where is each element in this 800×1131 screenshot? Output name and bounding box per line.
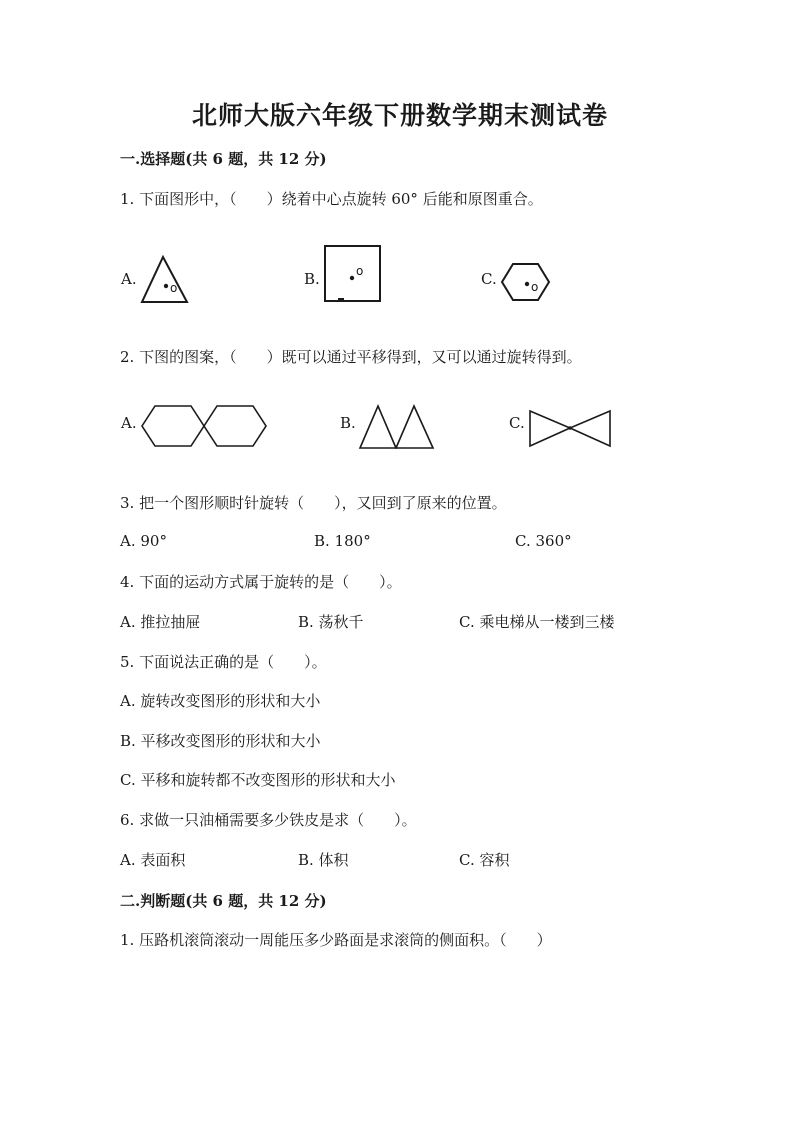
q1-option-a-label[interactable]: A. [121,270,137,288]
triangle-shape [142,257,187,302]
q1-hexagon-figure [500,262,554,304]
q2-option-c-label[interactable]: C. [509,414,525,432]
q1-square-figure [322,244,384,304]
q6-option-a[interactable]: A. 表面积 [120,851,186,869]
q1-option-b-label[interactable]: B. [304,270,320,288]
q5-option-c[interactable]: C. 平移和旋转都不改变图形的形状和大小 [120,771,396,789]
center-dot [164,284,168,288]
question-5-text: 5. 下面说法正确的是（ ）。 [120,653,327,671]
question-3-text: 3. 把一个图形顺时针旋转（ ），又回到了原来的位置。 [120,494,507,512]
section-heading-choice: 一.选择题(共 6 题，共 12 分) [120,150,327,168]
q3-option-b[interactable]: B. 180° [314,532,371,550]
question-6-text: 6. 求做一只油桶需要多少铁皮是求（ ）。 [120,811,417,829]
q1-b-mark: o [356,264,364,278]
center-dot [568,426,572,430]
question-4-text: 4. 下面的运动方式属于旋转的是（ ）。 [120,573,402,591]
judgement-question-1-text: 1. 压路机滚筒滚动一周能压多少路面是求滚筒的侧面积。（ ） [120,931,552,949]
q3-option-c[interactable]: C. 360° [515,532,572,550]
q4-option-b[interactable]: B. 荡秋千 [298,613,364,631]
triangle-left [360,406,396,448]
q4-option-a[interactable]: A. 推拉抽屉 [120,613,201,631]
q6-option-b[interactable]: B. 体积 [298,851,349,869]
section-heading-judgement: 二.判断题(共 6 题，共 12 分) [120,892,327,910]
q1-c-mark: o [531,280,539,294]
bowtie-left [530,411,570,446]
q1-triangle-figure [140,255,216,307]
bowtie-right [570,411,610,446]
q2-option-b-label[interactable]: B. [340,414,356,432]
q4-option-c[interactable]: C. 乘电梯从一楼到三楼 [459,613,615,631]
hexagon-shape [502,264,549,300]
question-1-text: 1. 下面图形中，（ ）绕着中心点旋转 60° 后能和原图重合。 [120,190,543,208]
q3-option-a[interactable]: A. 90° [120,532,167,550]
center-dot [350,276,354,280]
q2-double-hexagon-figure [140,403,268,451]
q6-option-c[interactable]: C. 容积 [459,851,510,869]
question-2-text: 2. 下图的图案，（ ）既可以通过平移得到，又可以通过旋转得到。 [120,348,582,366]
q5-option-b[interactable]: B. 平移改变图形的形状和大小 [120,732,321,750]
triangle-right [396,406,433,448]
q2-double-triangle-figure [358,403,438,451]
q2-option-a-label[interactable]: A. [121,414,137,432]
q2-bowtie-figure [528,408,612,450]
q5-option-a[interactable]: A. 旋转改变图形的形状和大小 [120,692,321,710]
center-dot [525,282,529,286]
hexagon-right [204,406,266,446]
hexagon-left [142,406,204,446]
q1-a-mark: o [170,281,178,295]
q1-option-c-label[interactable]: C. [481,270,497,288]
square-shape [325,246,380,301]
page-title: 北师大版六年级下册数学期末测试卷 [191,101,608,130]
